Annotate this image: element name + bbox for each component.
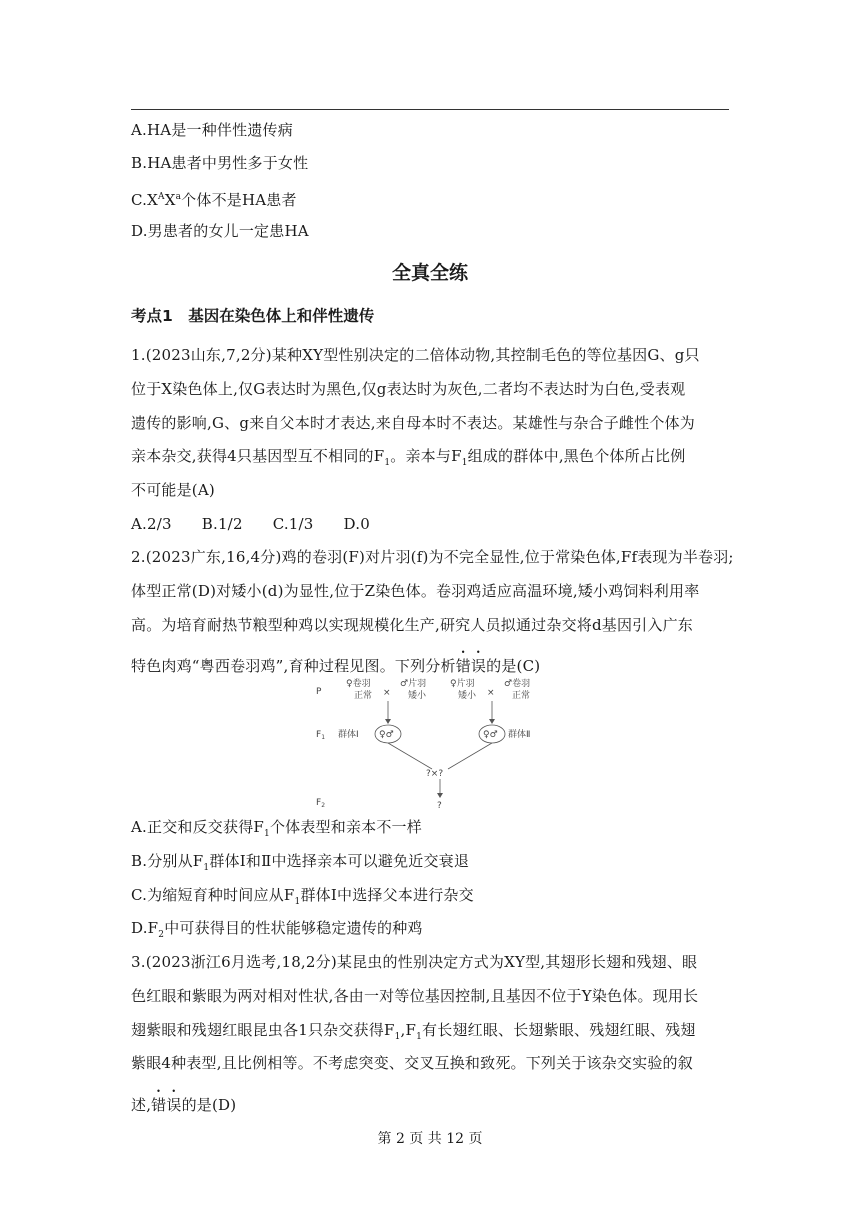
q2-option-d: $D.F_2$中可获得目的性状能够稳定遗传的种鸡 [131, 919, 423, 940]
right-male-parent: ♂卷羽 [504, 679, 531, 689]
p-label: P [316, 687, 322, 697]
q2-line-4: 特色肉鸡“粤西卷羽鸡”,育种过程见图。下列分析错误的是(C) [131, 657, 541, 675]
q2-line-1: 2.(2023广东,16,4分)鸡的卷羽(F)对片羽(f)为不完全显性,位于常染色体,Ff表现为半卷羽; [131, 548, 734, 566]
q1-line-2: 位于X染色体上,仅G表达时为黑色,仅g表达时为灰色,二者均不表达时为白色,受表观 [131, 380, 686, 398]
f2-label: $F_2$ [316, 798, 326, 809]
page-footer: 第 2 页 共 12 页 [377, 1131, 483, 1147]
group-1-label: 群体Ⅰ [338, 730, 359, 740]
q1-line-4: 亲本杂交,获得4只基因型互不相同的$F_1$。亲本与$F_1$组成的群体中,黑色个体所占比例 [131, 447, 686, 468]
q1-line-1: 1.(2023山东,7,2分)某种XY型性别决定的二倍体动物,其控制毛色的等位基因G、g只 [131, 346, 700, 364]
q3-line-4: 紫眼4种表型,且比例相等。不考虑突变、交叉互换和致死。下列关于该杂交实验的叙 [131, 1054, 693, 1072]
left-arrowhead [385, 719, 391, 724]
q1-option-b: B.1/2 [201, 515, 243, 533]
right-female-trait: 矮小 [458, 691, 477, 701]
q1-option-a: A.2/3 [131, 515, 172, 533]
group-1-pair: ♀♂ [379, 730, 394, 740]
q1-options [131, 514, 400, 534]
left-male-trait: 矮小 [408, 691, 427, 701]
prev-option-c: $C.X^AX^a$个体不是HA患者 [131, 191, 297, 209]
q2-line-2: 体型正常(D)对矮小(d)为显性,位于Z染色体。卷羽鸡适应高温环境,矮小鸡饲料利用率 [131, 582, 700, 600]
header-rule [131, 109, 729, 110]
group-2-pair: ♀♂ [483, 730, 498, 740]
q3-line-2: 色红眼和紫眼为两对相对性状,各由一对等位基因控制,且基因不位于Y染色体。现用长 [131, 987, 699, 1005]
group-1-link [388, 743, 432, 769]
topic-title: 考点1 基因在染色体上和伴性遗传 [131, 307, 375, 325]
q1-line-5: 不可能是(A) [131, 481, 215, 499]
f2-result: ? [437, 801, 442, 811]
q3-line-3: 翅紫眼和残翅红眼昆虫各1只杂交获得$F_1,F_1$有长翅红眼、长翅紫眼、残翅红眼、残翅 [131, 1021, 696, 1042]
right-male-trait: 正常 [512, 691, 531, 701]
f1-cross: ?×? [426, 769, 444, 779]
breeding-diagram [310, 673, 550, 811]
prev-option-b: B.HA患者中男性多于女性 [131, 154, 309, 172]
right-arrowhead [489, 719, 495, 724]
q1-option-c: C.1/3 [272, 515, 314, 533]
prev-option-d: D.男患者的女儿一定患HA [131, 222, 309, 240]
left-female-trait: 正常 [354, 691, 373, 701]
q2-option-a: A.正交和反交获得$F_1$个体表型和亲本不一样 [131, 818, 422, 839]
prev-option-a: A.HA是一种伴性遗传病 [131, 121, 293, 139]
right-cross-sign: × [487, 688, 495, 698]
group-2-link [448, 743, 492, 769]
q1-option-d: D.0 [343, 515, 370, 533]
f2-arrowhead [437, 793, 443, 798]
q2-option-c: C.为缩短育种时间应从$F_1$群体Ⅰ中选择父本进行杂交 [131, 886, 474, 907]
group-2-label: 群体Ⅱ [508, 730, 531, 740]
q1-line-3: 遗传的影响,G、g来自父本时才表达,来自母本时不表达。某雄性与杂合子雌性个体为 [131, 414, 695, 432]
q3-line-1: 3.(2023浙江6月选考,18,2分)某昆虫的性别决定方式为XY型,其翅形长翅和残翅、眼 [131, 953, 698, 971]
q3-line-5: 述,错误的是(D) [131, 1096, 237, 1114]
left-cross-sign: × [383, 688, 391, 698]
f1-label: $F_1$ [316, 730, 326, 741]
left-female-parent: ♀卷羽 [346, 679, 371, 689]
left-male-parent: ♂片羽 [400, 679, 427, 689]
section-heading: 全真全练 [391, 262, 468, 284]
right-female-parent: ♀片羽 [450, 679, 475, 689]
q2-option-b: B.分别从$F_1$群体Ⅰ和Ⅱ中选择亲本可以避免近交衰退 [131, 852, 470, 873]
q2-line-3: 高。为培育耐热节粮型种鸡以实现规模化生产,研究人员拟通过杂交将d基因引入广东 [131, 616, 693, 634]
